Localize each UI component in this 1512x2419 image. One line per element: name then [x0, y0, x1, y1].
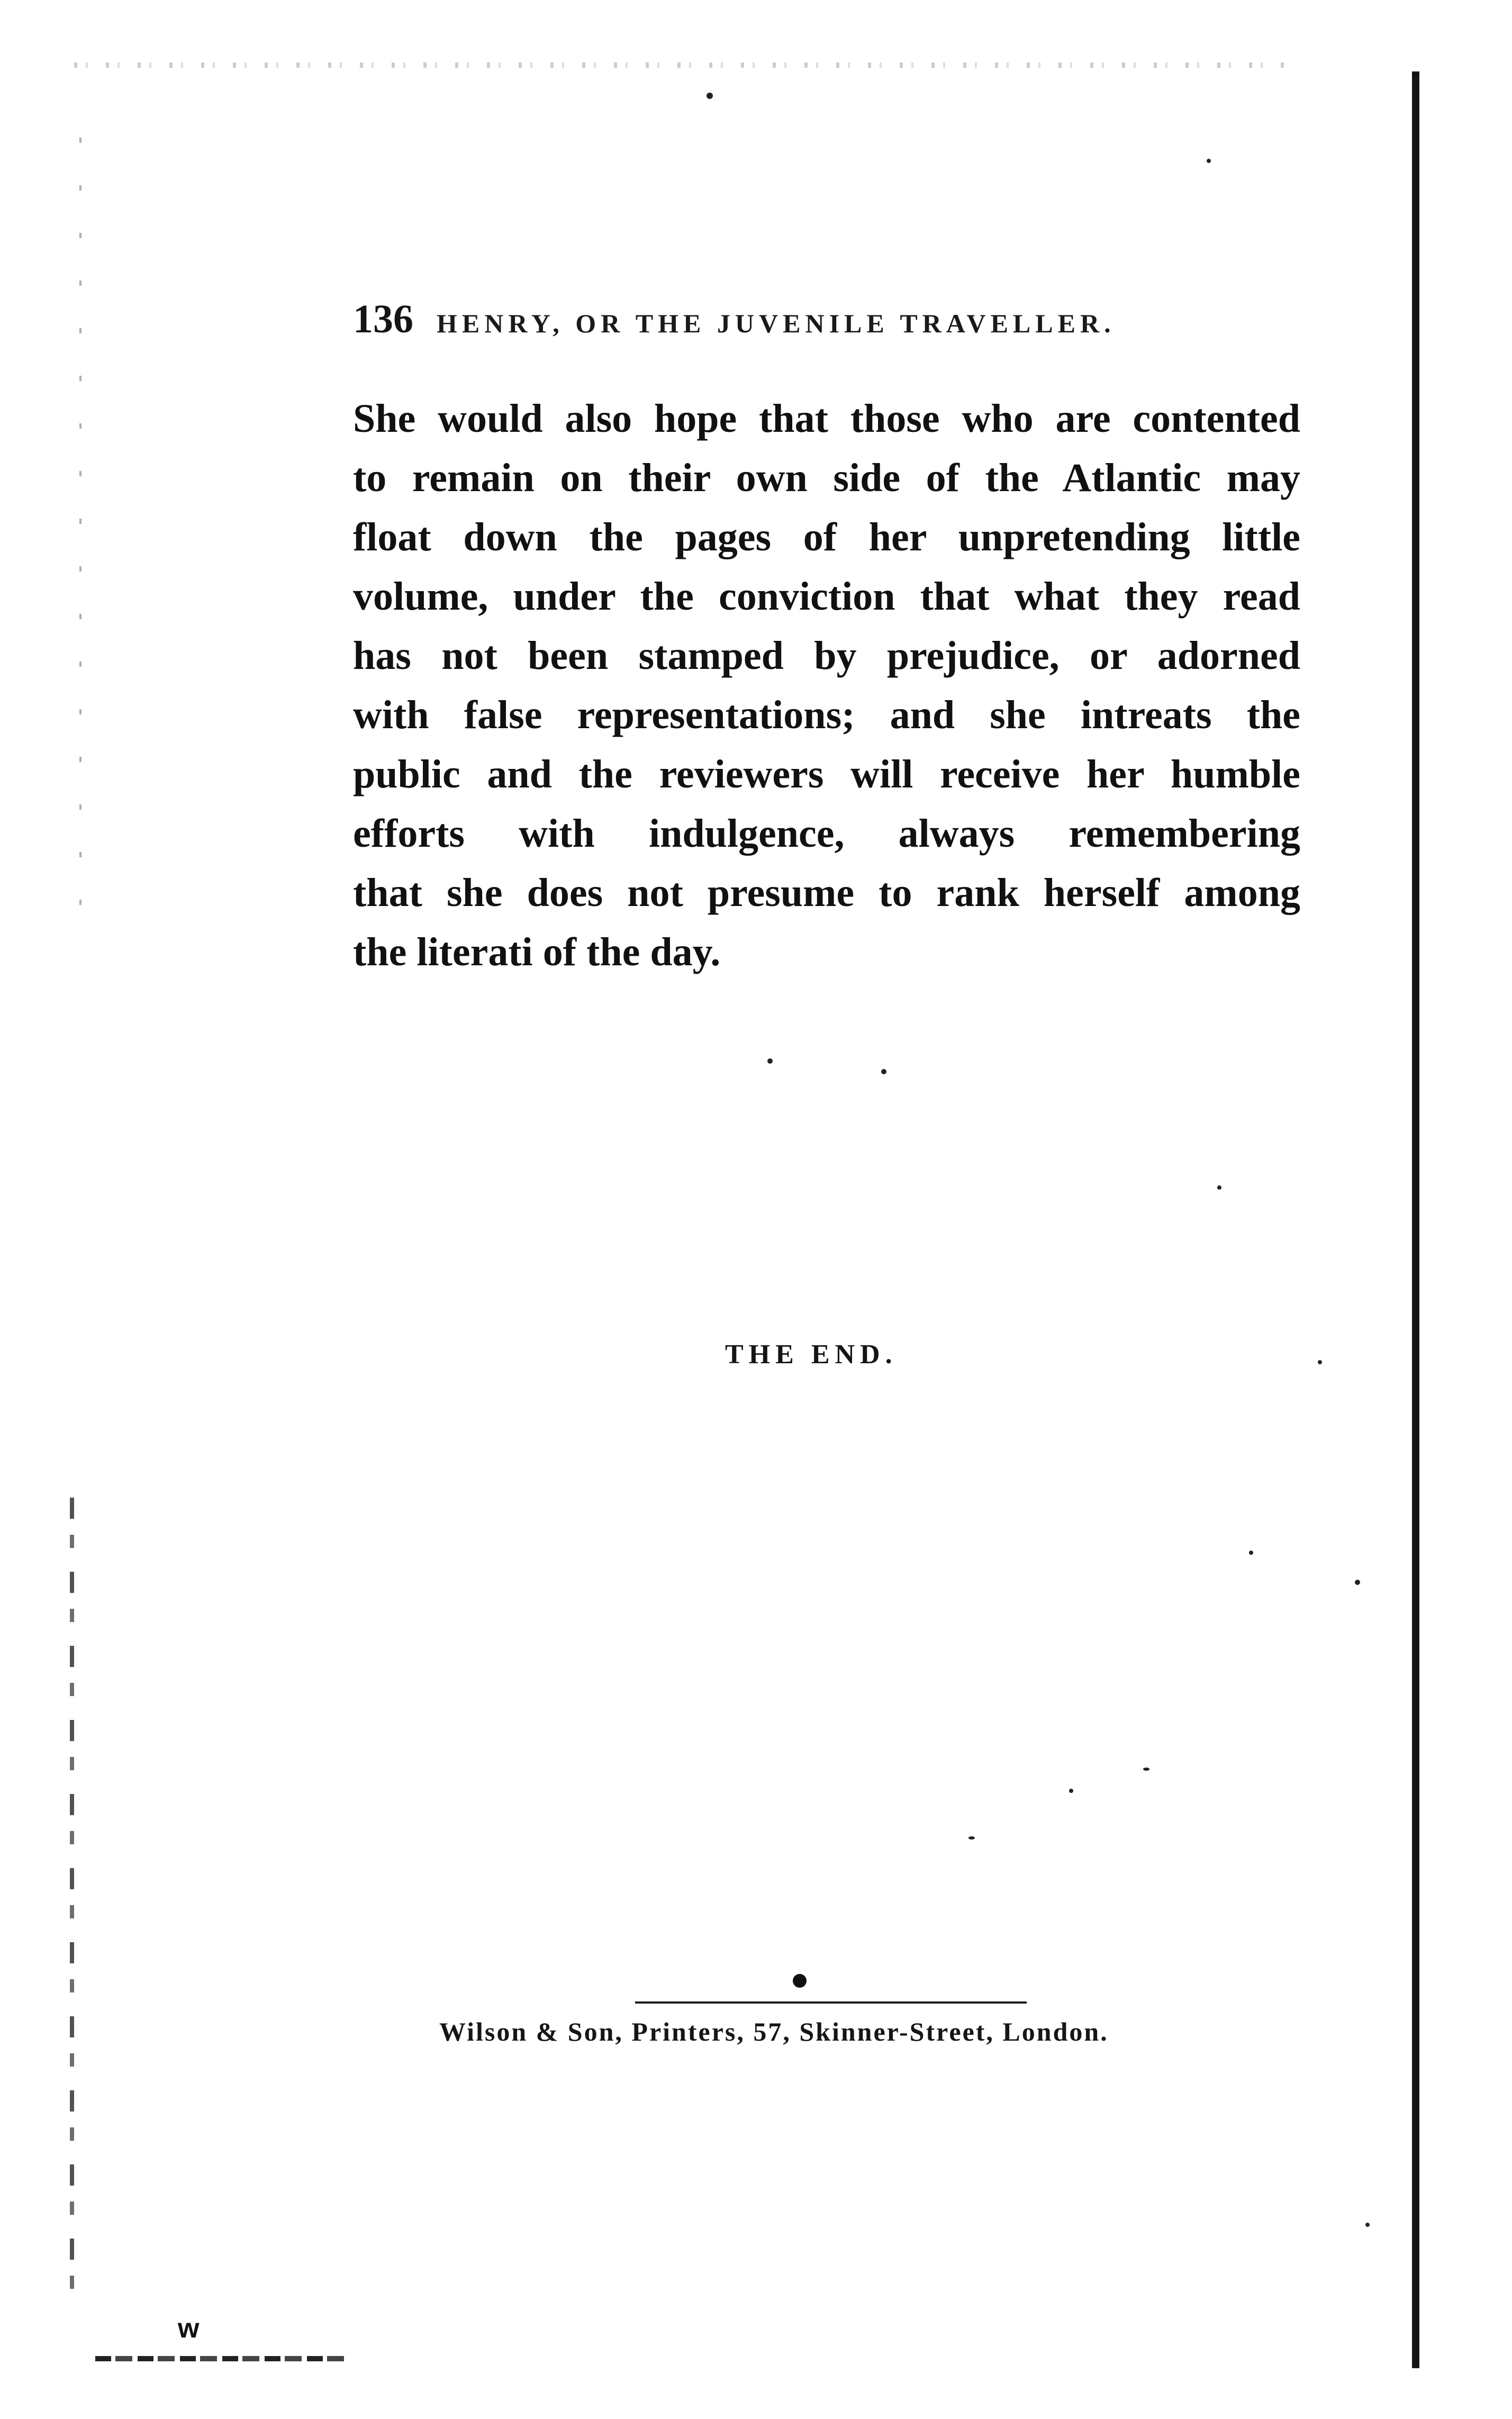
the-end-heading: THE END.: [725, 1339, 898, 1370]
body-line: She would also hope that those who are contented: [353, 396, 1300, 441]
body-line: the literati of the day.: [353, 930, 721, 974]
body-paragraph: [353, 389, 1300, 982]
body-line: has not been stamped by prejudice, or adorned: [353, 633, 1300, 678]
scan-speck: [1143, 1768, 1149, 1771]
ornament-dot: [793, 1974, 807, 1988]
scan-speck: [1069, 1789, 1073, 1793]
scan-left-edge-upper: [79, 138, 82, 931]
imprint-rule: [635, 2001, 1027, 2004]
scan-speck: [1249, 1551, 1253, 1555]
scan-speck: [767, 1058, 773, 1064]
scan-left-edge-lower: [70, 1498, 74, 2302]
scan-speck: [881, 1069, 886, 1074]
printer-imprint: Wilson & Son, Printers, 57, Skinner-Street, London.: [439, 2017, 1109, 2046]
scan-speck: [968, 1836, 975, 1840]
running-head: HENRY, OR THE JUVENILE TRAVELLER.: [437, 309, 1116, 338]
scan-bottom-edge: [95, 2356, 344, 2361]
scan-speck: [707, 93, 713, 99]
scan-top-edge: [74, 62, 1291, 68]
signature-mark: w: [178, 2313, 200, 2344]
body-line: that she does not presume to rank herself among: [353, 871, 1300, 915]
body-line: volume, under the conviction that what they read: [353, 574, 1300, 619]
body-line: efforts with indulgence, always remembering: [353, 811, 1300, 856]
body-line: to remain on their own side of the Atlantic may: [353, 456, 1300, 500]
scan-right-edge: [1412, 71, 1419, 2368]
body-line: float down the pages of her unpretending little: [353, 515, 1300, 559]
scan-speck: [1318, 1360, 1322, 1364]
page-number: 136: [353, 297, 413, 341]
scan-speck: [1207, 159, 1211, 163]
body-line: public and the reviewers will receive her humble: [353, 752, 1300, 796]
scan-speck: [1217, 1185, 1221, 1190]
scan-speck: [1355, 1580, 1360, 1585]
body-line: with false representations; and she intreats the: [353, 693, 1300, 737]
scan-speck: [1365, 2223, 1370, 2227]
page-header: [353, 296, 1306, 344]
